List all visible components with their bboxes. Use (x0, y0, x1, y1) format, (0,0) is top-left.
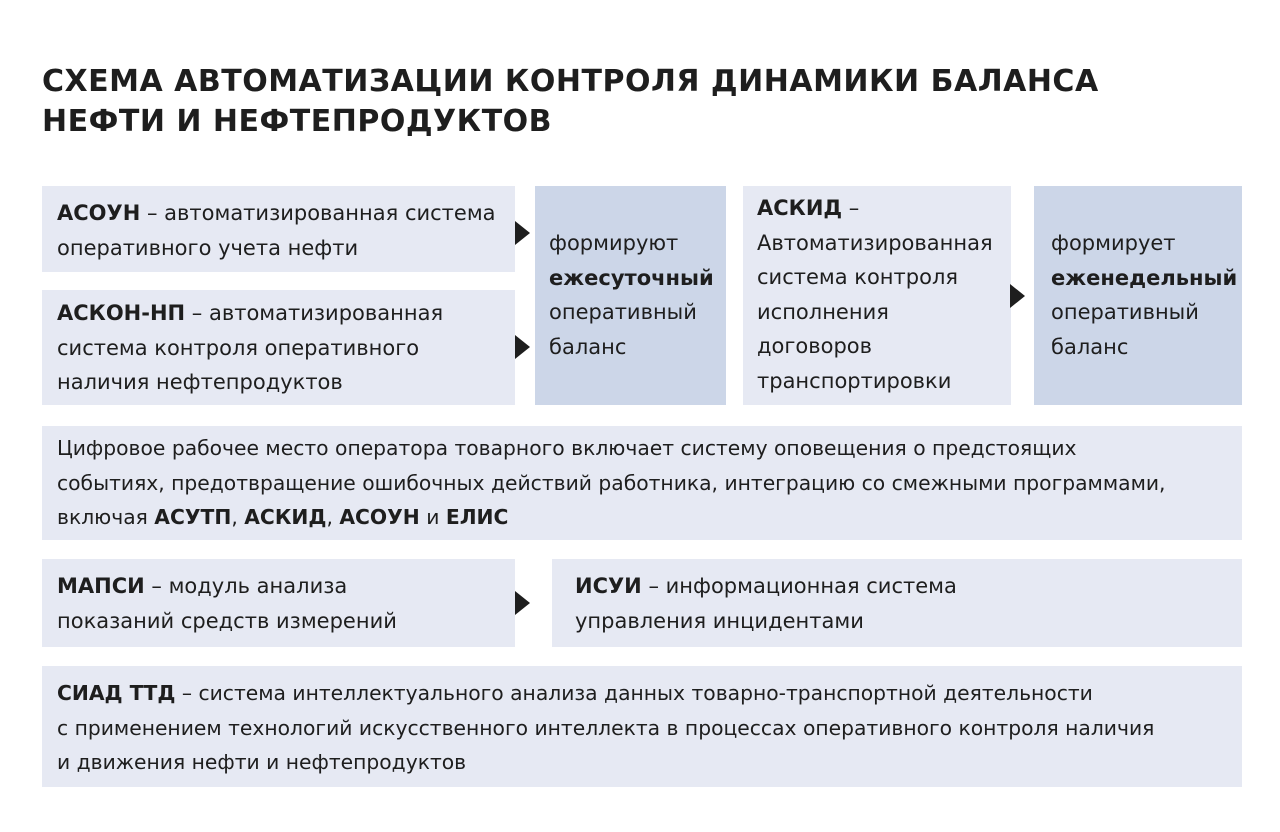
isui-line-1 (575, 569, 1242, 604)
mapsi-arrow-icon (515, 591, 530, 615)
weekly-balance-box (1034, 186, 1242, 405)
daily-line-3: оперативный (549, 300, 697, 324)
askid-dash: – (842, 196, 860, 220)
mapsi-desc: – модуль анализа (144, 574, 348, 598)
askon-arrow-icon (515, 335, 530, 359)
mapsi-line-2: показаний средств измерений (57, 608, 397, 633)
workplace-line-1: Цифровое рабочее место оператора товарного включает систему оповещения о предстоящих (57, 436, 1077, 460)
askid-line-2: Автоматизированная (757, 230, 993, 255)
asoun-arrow-icon (515, 221, 530, 245)
isui-abbr: ИСУИ (575, 574, 642, 598)
askid-arrow-icon (1010, 284, 1025, 308)
askid-box (743, 186, 1011, 405)
askon-line-1 (57, 296, 515, 331)
title-line-2: НЕФТИ И НЕФТЕПРОДУКТОВ (42, 104, 553, 139)
daily-balance-box (535, 186, 726, 405)
askon-line-3: наличия нефтепродуктов (57, 370, 343, 394)
askid-line-3: система контроля (757, 265, 959, 289)
siad-abbr: СИАД ТТД (57, 681, 176, 705)
askid-line-1 (757, 191, 1011, 226)
siad-desc: – система интеллектуального анализа данных товарно-транспортной деятельности (175, 681, 1093, 705)
asoun-line-1 (57, 196, 515, 231)
askon-desc: – автоматизированная (185, 301, 444, 325)
diagram-title (42, 62, 1192, 142)
siad-line-1 (57, 676, 1242, 711)
asoun-box (42, 186, 515, 272)
weekly-line-1: формирует (1051, 231, 1176, 255)
askid-line-5: договоров (757, 334, 873, 358)
isui-desc: – информационная система (641, 574, 957, 598)
workplace-line-3: включая АСУТП, АСКИД, АСОУН и ЕЛИС (57, 505, 509, 529)
isui-line-2: управления инцидентами (575, 608, 864, 633)
siad-box (42, 666, 1242, 787)
asoun-abbr: АСОУН (57, 201, 141, 225)
daily-line-1: формируют (549, 231, 679, 255)
mapsi-line-1 (57, 569, 515, 604)
workplace-sys-asoun: АСОУН (339, 505, 420, 529)
workplace-sys-asutp: АСУТП (154, 505, 232, 529)
askid-abbr: АСКИД (757, 196, 843, 220)
title-line-1: СХЕМА АВТОМАТИЗАЦИИ КОНТРОЛЯ ДИНАМИКИ БАЛАНСА (42, 64, 1099, 99)
askid-line-6: транспортировки (757, 368, 952, 393)
workplace-sys-askid: АСКИД (244, 505, 327, 529)
daily-bold: ежесуточный (549, 265, 714, 290)
weekly-line-4: баланс (1051, 334, 1129, 359)
siad-line-2: с применением технологий искусственного интеллекта в процессах оперативного контроля наличия (57, 715, 1155, 740)
isui-box (552, 559, 1242, 647)
asoun-desc: – автоматизированная система (140, 201, 496, 225)
askid-line-4: исполнения (757, 299, 889, 324)
askon-box (42, 290, 515, 405)
asoun-line-2: оперативного учета нефти (57, 235, 359, 260)
workplace-sys-elis: ЕЛИС (445, 505, 509, 529)
askon-line-2: система контроля оперативного (57, 335, 420, 360)
siad-line-3: и движения нефти и нефтепродуктов (57, 750, 467, 774)
workplace-line-2: событиях, предотвращение ошибочных действий работника, интеграцию со смежными программами, (57, 470, 1166, 495)
mapsi-box (42, 559, 515, 647)
daily-line-4: баланс (549, 334, 627, 359)
weekly-bold: еженедельный (1051, 265, 1238, 290)
askon-abbr: АСКОН-НП (57, 301, 186, 325)
workplace-box (42, 426, 1242, 540)
weekly-line-3: оперативный (1051, 300, 1199, 324)
mapsi-abbr: МАПСИ (57, 574, 145, 598)
